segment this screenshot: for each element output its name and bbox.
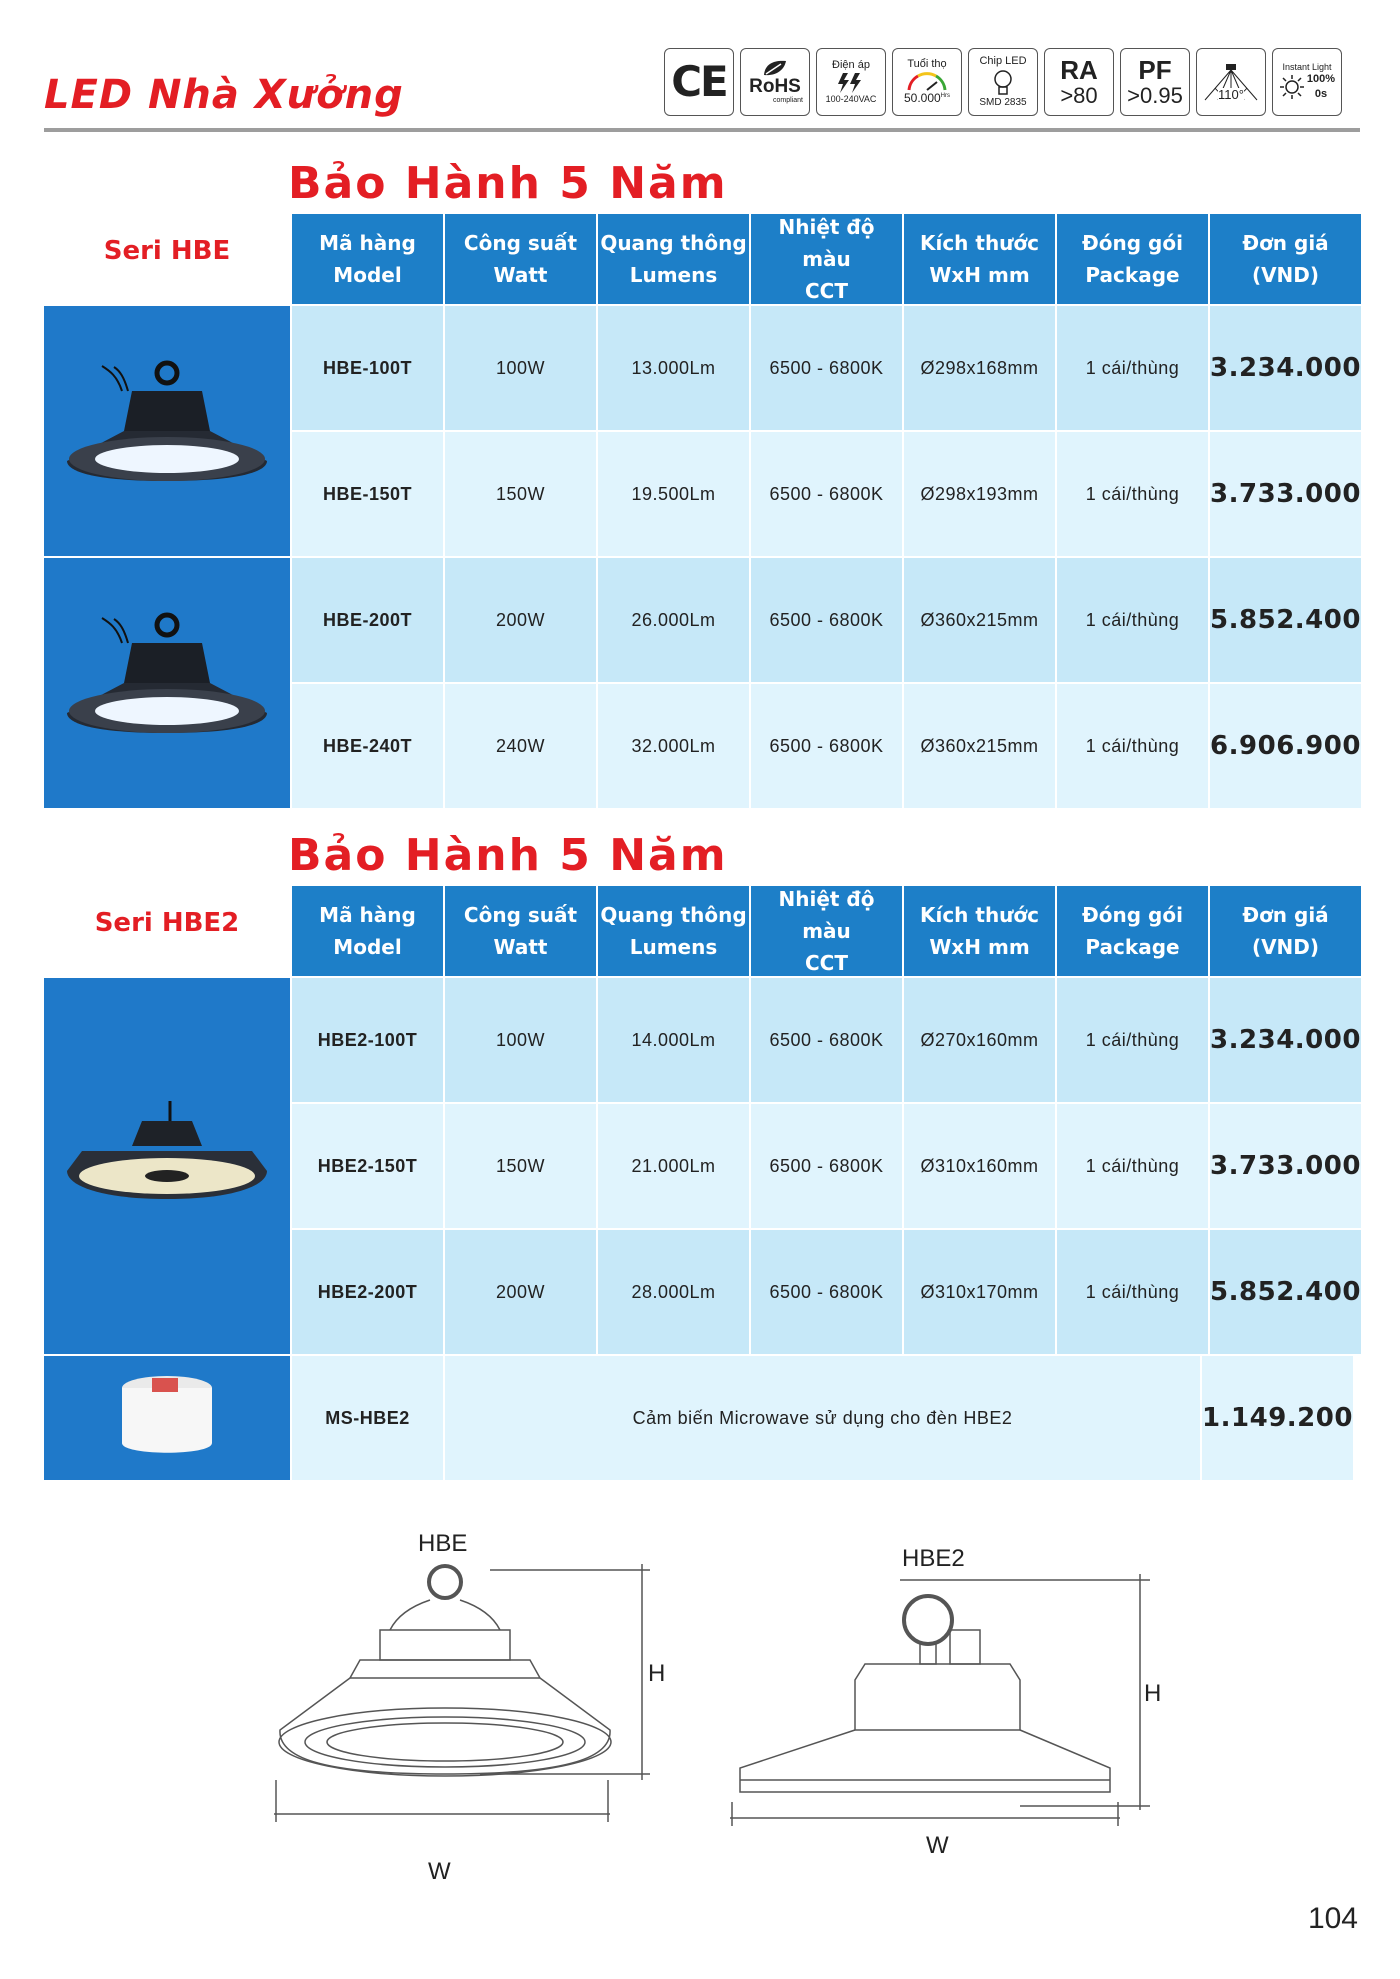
cell-model: HBE2-150T [292, 1104, 443, 1228]
header-divider [44, 128, 1360, 132]
cell-watt: 200W [445, 1230, 596, 1354]
column-header-model: Mã hàng Model [292, 886, 443, 976]
cell-cct: 6500 - 6800K [751, 558, 902, 682]
column-header-cct: Nhiệt độ màu CCT [751, 886, 902, 976]
series-label-hbe: Seri HBE [103, 236, 231, 266]
diagram-label-hbe2: HBE2 [902, 1545, 965, 1572]
rohs-badge: RoHS compliant [740, 48, 810, 116]
cell-lumens: 26.000Lm [598, 558, 749, 682]
diagram-label-hbe: HBE [418, 1530, 468, 1557]
product-image-hbe-small [44, 306, 290, 556]
beam-angle-badge: 110° [1196, 48, 1266, 116]
cell-size: Ø360x215mm [904, 558, 1055, 682]
cell-model: HBE-100T [292, 306, 443, 430]
diagram-h-label-hbe: H [648, 1660, 666, 1687]
cell-package: 1 cái/thùng [1057, 1230, 1208, 1354]
cell-lumens: 14.000Lm [598, 978, 749, 1102]
cell-lumens: 21.000Lm [598, 1104, 749, 1228]
ce-badge: CE [664, 48, 734, 116]
table-row [292, 558, 1361, 682]
cell-size: Ø298x168mm [904, 306, 1055, 430]
cell-price: 5.852.400 [1210, 1230, 1361, 1354]
cell-watt: 100W [445, 978, 596, 1102]
ufo-highbay-lamp-image [62, 603, 272, 763]
cell-watt: 100W [445, 306, 596, 430]
leaf-icon [761, 59, 789, 77]
cell-size: Ø360x215mm [904, 684, 1055, 808]
column-header-cct: Nhiệt độ màu CCT [751, 214, 902, 304]
column-header-watt: Công suất Watt [445, 886, 596, 976]
cell-watt: 200W [445, 558, 596, 682]
table-row-sensor [292, 1356, 1361, 1480]
cell-size: Ø298x193mm [904, 432, 1055, 556]
diagram-h-label-hbe2: H [1144, 1680, 1162, 1707]
cell-lumens: 13.000Lm [598, 306, 749, 430]
column-header-watt: Công suất Watt [445, 214, 596, 304]
cell-watt: 240W [445, 684, 596, 808]
table-row [292, 1230, 1361, 1354]
table-row [292, 978, 1361, 1102]
series-label-hbe2: Seri HBE2 [94, 908, 240, 938]
cell-cct: 6500 - 6800K [751, 1104, 902, 1228]
cell-size: Ø270x160mm [904, 978, 1055, 1102]
cell-price: 3.234.000 [1210, 306, 1361, 430]
cell-description: Cảm biến Microwave sử dụng cho đèn HBE2 [445, 1356, 1200, 1480]
cell-price: 3.733.000 [1210, 432, 1361, 556]
table-header-hbe2 [292, 886, 1361, 976]
cell-lumens: 19.500Lm [598, 432, 749, 556]
page-title: LED Nhà Xưởng [44, 72, 404, 118]
cell-package: 1 cái/thùng [1057, 432, 1208, 556]
cell-watt: 150W [445, 1104, 596, 1228]
cell-model: HBE-150T [292, 432, 443, 556]
column-header-size: Kích thước WxH mm [904, 214, 1055, 304]
column-header-price: Đơn giá (VND) [1210, 886, 1361, 976]
cell-package: 1 cái/thùng [1057, 1104, 1208, 1228]
cell-size: Ø310x170mm [904, 1230, 1055, 1354]
cell-model: HBE-200T [292, 558, 443, 682]
product-image-sensor [44, 1356, 290, 1480]
ra-badge: RA >80 [1044, 48, 1114, 116]
diagram-w-label-hbe: W [428, 1858, 451, 1885]
lifetime-badge: Tuổi thọ $50.000^{Hrs}$ [892, 48, 962, 116]
page-number: 104 [1307, 1902, 1358, 1935]
table-row [292, 306, 1361, 430]
voltage-badge: Điện áp 100-240VAC [816, 48, 886, 116]
hbe-dimension-drawing [270, 1560, 660, 1870]
table-row [292, 432, 1361, 556]
product-image-hbe-large [44, 558, 290, 808]
cell-model: MS-HBE2 [292, 1356, 443, 1480]
warranty-heading-hbe: Bảo Hành 5 Năm [288, 158, 728, 209]
column-header-model: Mã hàng Model [292, 214, 443, 304]
microwave-sensor-image [112, 1368, 222, 1468]
sun-icon [1279, 74, 1305, 100]
gauge-icon [904, 70, 950, 92]
cell-price: 5.852.400 [1210, 558, 1361, 682]
cell-model: HBE-240T [292, 684, 443, 808]
cell-price: 6.906.900 [1210, 684, 1361, 808]
cell-cct: 6500 - 6800K [751, 432, 902, 556]
column-header-size: Kích thước WxH mm [904, 886, 1055, 976]
certification-badges [664, 48, 1342, 118]
cell-model: HBE2-100T [292, 978, 443, 1102]
column-header-package: Đóng gói Package [1057, 886, 1208, 976]
cell-price: 3.733.000 [1210, 1104, 1361, 1228]
warranty-heading-hbe2: Bảo Hành 5 Năm [288, 830, 728, 881]
column-header-package: Đóng gói Package [1057, 214, 1208, 304]
cell-cct: 6500 - 6800K [751, 684, 902, 808]
cell-package: 1 cái/thùng [1057, 558, 1208, 682]
lightning-icon [834, 71, 868, 95]
column-header-lumens: Quang thông Lumens [598, 214, 749, 304]
cell-lumens: 32.000Lm [598, 684, 749, 808]
cell-cct: 6500 - 6800K [751, 1230, 902, 1354]
table-row [292, 684, 1361, 808]
table-row [292, 1104, 1361, 1228]
bulb-icon [992, 68, 1014, 98]
table-header-hbe [292, 214, 1361, 304]
cell-lumens: 28.000Lm [598, 1230, 749, 1354]
column-header-price: Đơn giá (VND) [1210, 214, 1361, 304]
cell-package: 1 cái/thùng [1057, 306, 1208, 430]
column-header-lumens: Quang thông Lumens [598, 886, 749, 976]
cell-watt: 150W [445, 432, 596, 556]
diagram-w-label-hbe2: W [926, 1832, 949, 1859]
cell-package: 1 cái/thùng [1057, 978, 1208, 1102]
cell-cct: 6500 - 6800K [751, 978, 902, 1102]
table-body-hbe [292, 306, 1361, 810]
cell-size: Ø310x160mm [904, 1104, 1055, 1228]
chip-led-badge: Chip LED SMD 2835 [968, 48, 1038, 116]
cell-price: 1.149.200 [1202, 1356, 1353, 1480]
product-image-hbe2 [44, 978, 290, 1354]
cell-model: HBE2-200T [292, 1230, 443, 1354]
hbe2-dimension-drawing [720, 1570, 1160, 1830]
table-body-hbe2 [292, 978, 1361, 1482]
cell-cct: 6500 - 6800K [751, 306, 902, 430]
ufo-highbay-lamp-image [62, 351, 272, 511]
cell-price: 3.234.000 [1210, 978, 1361, 1102]
pf-badge: PF >0.95 [1120, 48, 1190, 116]
instant-light-badge: Instant Light 100% 0s [1272, 48, 1342, 116]
cell-package: 1 cái/thùng [1057, 684, 1208, 808]
ufo-highbay-lamp-image [62, 1091, 272, 1241]
